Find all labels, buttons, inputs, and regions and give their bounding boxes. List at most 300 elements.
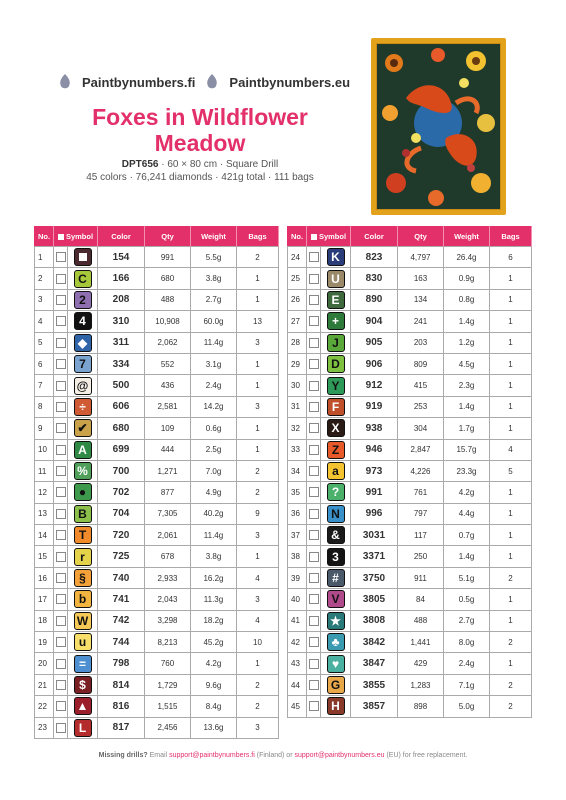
row-symbol-cell	[321, 653, 351, 674]
row-qty: 1,515	[145, 696, 191, 717]
header-qty: Qty	[145, 227, 191, 247]
page-title	[50, 104, 350, 156]
table-row	[35, 567, 279, 588]
row-checkbox[interactable]	[54, 268, 68, 289]
row-number: 42	[288, 632, 307, 653]
symbol-swatch: ●	[74, 483, 92, 501]
brand-fi: Paintbynumbers.fi	[82, 74, 196, 90]
table-row	[35, 396, 279, 417]
row-checkbox[interactable]	[54, 311, 68, 332]
row-qty: 250	[398, 546, 444, 567]
checkbox-icon[interactable]	[309, 381, 319, 391]
row-number: 20	[35, 653, 54, 674]
row-bags: 1	[237, 375, 279, 396]
symbol-swatch: E	[327, 291, 345, 309]
row-symbol-cell	[68, 268, 98, 289]
checkbox-icon[interactable]	[309, 637, 319, 647]
row-checkbox[interactable]	[54, 375, 68, 396]
row-color-code: 919	[351, 396, 398, 417]
row-symbol-cell	[321, 610, 351, 631]
checkbox-icon[interactable]	[309, 359, 319, 369]
table-row	[288, 632, 532, 653]
row-bags: 4	[237, 567, 279, 588]
row-color-code: 946	[351, 439, 398, 460]
row-checkbox[interactable]	[54, 332, 68, 353]
checkbox-icon[interactable]	[309, 680, 319, 690]
row-checkbox[interactable]	[54, 503, 68, 524]
checkbox-icon[interactable]	[309, 402, 319, 412]
row-color-code: 741	[98, 589, 145, 610]
symbol-swatch: b	[74, 590, 92, 608]
row-checkbox[interactable]	[307, 482, 321, 503]
row-checkbox[interactable]	[307, 674, 321, 695]
row-symbol-cell	[68, 653, 98, 674]
row-weight: 7.0g	[191, 460, 237, 481]
symbol-swatch: =	[74, 655, 92, 673]
row-number: 27	[288, 311, 307, 332]
table-row	[35, 439, 279, 460]
row-qty: 429	[398, 653, 444, 674]
checkbox-icon[interactable]	[56, 252, 66, 262]
row-color-code: 699	[98, 439, 145, 460]
checkbox-icon[interactable]	[309, 252, 319, 262]
table-row	[35, 589, 279, 610]
row-qty: 2,456	[145, 717, 191, 738]
header-symbol	[54, 227, 98, 247]
row-checkbox[interactable]	[307, 418, 321, 439]
symbol-swatch: +	[327, 312, 345, 330]
row-checkbox[interactable]	[307, 439, 321, 460]
row-qty: 84	[398, 589, 444, 610]
row-checkbox[interactable]	[54, 589, 68, 610]
footer-email-text: Email	[149, 752, 168, 759]
checkbox-icon[interactable]	[56, 573, 66, 583]
row-color-code: 814	[98, 674, 145, 695]
row-qty: 241	[398, 311, 444, 332]
checkbox-icon[interactable]	[309, 659, 319, 669]
checkbox-icon[interactable]	[56, 509, 66, 519]
symbol-swatch: X	[327, 419, 345, 437]
row-color-code: 740	[98, 567, 145, 588]
checkbox-icon[interactable]	[56, 680, 66, 690]
row-number: 44	[288, 674, 307, 695]
row-weight: 8.0g	[444, 632, 490, 653]
checkbox-icon[interactable]	[56, 359, 66, 369]
table-row	[288, 311, 532, 332]
table-row	[288, 353, 532, 374]
row-checkbox[interactable]	[54, 396, 68, 417]
square-symbol-icon	[79, 253, 87, 261]
row-weight: 18.2g	[191, 610, 237, 631]
row-checkbox[interactable]	[307, 268, 321, 289]
row-checkbox[interactable]	[307, 653, 321, 674]
row-checkbox[interactable]	[54, 567, 68, 588]
table-row	[35, 375, 279, 396]
row-checkbox[interactable]	[54, 674, 68, 695]
symbol-swatch: U	[327, 270, 345, 288]
row-checkbox[interactable]	[54, 610, 68, 631]
row-checkbox[interactable]	[54, 632, 68, 653]
row-bags: 1	[490, 268, 532, 289]
header-weight: Weight	[191, 227, 237, 247]
row-qty: 304	[398, 418, 444, 439]
table-row	[288, 396, 532, 417]
row-bags: 1	[490, 375, 532, 396]
symbol-swatch: H	[327, 697, 345, 715]
checkbox-icon[interactable]	[56, 466, 66, 476]
product-size: · 60 × 80 cm · Square Drill	[161, 159, 279, 170]
row-color-code: 208	[98, 289, 145, 310]
row-checkbox[interactable]	[307, 546, 321, 567]
checkbox-icon[interactable]	[56, 637, 66, 647]
row-checkbox[interactable]	[54, 439, 68, 460]
checkbox-icon[interactable]	[56, 274, 66, 284]
checkbox-icon[interactable]	[309, 701, 319, 711]
row-checkbox[interactable]	[54, 247, 68, 268]
row-color-code: 938	[351, 418, 398, 439]
row-checkbox[interactable]	[54, 418, 68, 439]
table-row	[35, 525, 279, 546]
row-color-code: 702	[98, 482, 145, 503]
row-bags: 2	[237, 460, 279, 481]
checkbox-icon[interactable]	[309, 316, 319, 326]
checkbox-icon[interactable]	[309, 594, 319, 604]
row-checkbox[interactable]	[307, 610, 321, 631]
row-checkbox[interactable]	[54, 482, 68, 503]
checkbox-icon[interactable]	[309, 616, 319, 626]
row-symbol-cell	[68, 396, 98, 417]
row-bags: 2	[237, 482, 279, 503]
row-color-code: 742	[98, 610, 145, 631]
row-bags: 2	[237, 674, 279, 695]
row-number: 23	[35, 717, 54, 738]
row-symbol-cell	[321, 567, 351, 588]
checkbox-icon[interactable]	[309, 423, 319, 433]
row-number: 16	[35, 567, 54, 588]
row-number: 6	[35, 353, 54, 374]
row-color-code: 725	[98, 546, 145, 567]
checkbox-icon[interactable]	[309, 530, 319, 540]
row-color-code: 890	[351, 289, 398, 310]
row-number: 3	[35, 289, 54, 310]
row-symbol-cell	[68, 311, 98, 332]
row-number: 33	[288, 439, 307, 460]
row-bags: 1	[237, 268, 279, 289]
row-color-code: 704	[98, 503, 145, 524]
row-weight: 0.8g	[444, 289, 490, 310]
row-checkbox[interactable]	[307, 696, 321, 717]
row-weight: 4.2g	[444, 482, 490, 503]
row-color-code: 906	[351, 353, 398, 374]
row-qty: 415	[398, 375, 444, 396]
support-email-eu-link[interactable]: support@paintbynumbers.eu	[294, 752, 385, 759]
row-number: 35	[288, 482, 307, 503]
symbol-swatch: A	[74, 441, 92, 459]
row-bags: 9	[237, 503, 279, 524]
row-symbol-cell	[68, 460, 98, 481]
checkbox-icon[interactable]	[56, 616, 66, 626]
checkbox-icon[interactable]	[309, 552, 319, 562]
row-symbol-cell	[68, 503, 98, 524]
symbol-swatch: ★	[327, 612, 345, 630]
checkbox-icon[interactable]	[309, 509, 319, 519]
row-bags: 1	[490, 482, 532, 503]
row-checkbox[interactable]	[307, 247, 321, 268]
row-bags: 3	[237, 396, 279, 417]
header-color: Color	[98, 227, 145, 247]
row-color-code: 166	[98, 268, 145, 289]
checkbox-icon[interactable]	[309, 487, 319, 497]
checkbox-icon[interactable]	[56, 723, 66, 733]
row-symbol-cell	[321, 353, 351, 374]
checkbox-icon[interactable]	[56, 530, 66, 540]
table-row	[288, 567, 532, 588]
table-header-row	[288, 227, 532, 247]
row-symbol-cell	[321, 268, 351, 289]
row-checkbox[interactable]	[307, 332, 321, 353]
row-qty: 809	[398, 353, 444, 374]
row-checkbox[interactable]	[54, 460, 68, 481]
row-symbol-cell	[321, 482, 351, 503]
row-qty: 552	[145, 353, 191, 374]
row-color-code: 3855	[351, 674, 398, 695]
row-symbol-cell	[321, 589, 351, 610]
row-symbol-cell	[321, 460, 351, 481]
checkbox-icon[interactable]	[56, 487, 66, 497]
symbol-swatch: ◆	[74, 334, 92, 352]
row-color-code: 3750	[351, 567, 398, 588]
row-symbol-cell	[68, 589, 98, 610]
row-checkbox[interactable]	[307, 460, 321, 481]
row-weight: 11.4g	[191, 332, 237, 353]
symbol-swatch: u	[74, 633, 92, 651]
symbol-swatch: #	[327, 569, 345, 587]
row-weight: 1.4g	[444, 396, 490, 417]
row-bags: 10	[237, 632, 279, 653]
header-qty: Qty	[398, 227, 444, 247]
row-weight: 23.3g	[444, 460, 490, 481]
row-symbol-cell	[68, 418, 98, 439]
checkbox-icon[interactable]	[56, 594, 66, 604]
table-row	[35, 696, 279, 717]
symbol-swatch: B	[74, 505, 92, 523]
table-row	[35, 332, 279, 353]
row-color-code: 700	[98, 460, 145, 481]
row-bags: 2	[237, 247, 279, 268]
header-bags: Bags	[490, 227, 532, 247]
row-qty: 2,062	[145, 332, 191, 353]
row-weight: 2.4g	[444, 653, 490, 674]
row-checkbox[interactable]	[307, 567, 321, 588]
header-checkbox-icon	[311, 234, 317, 240]
row-color-code: 334	[98, 353, 145, 374]
row-qty: 109	[145, 418, 191, 439]
symbol-swatch: T	[74, 526, 92, 544]
checkbox-icon[interactable]	[56, 338, 66, 348]
footer-lead: Missing drills?	[98, 752, 148, 759]
checkbox-icon[interactable]	[309, 338, 319, 348]
row-checkbox[interactable]	[54, 289, 68, 310]
row-weight: 11.4g	[191, 525, 237, 546]
row-weight: 4.4g	[444, 503, 490, 524]
product-meta	[50, 159, 350, 170]
row-bags: 1	[237, 353, 279, 374]
brand-logo-icon	[205, 74, 219, 90]
symbol-swatch: %	[74, 462, 92, 480]
row-qty: 488	[398, 610, 444, 631]
checkbox-icon[interactable]	[56, 381, 66, 391]
row-checkbox[interactable]	[307, 311, 321, 332]
row-color-code: 830	[351, 268, 398, 289]
row-checkbox[interactable]	[54, 653, 68, 674]
checkbox-icon[interactable]	[309, 466, 319, 476]
artwork-preview	[371, 38, 506, 215]
symbol-swatch: Y	[327, 377, 345, 395]
checkbox-icon[interactable]	[309, 295, 319, 305]
row-symbol-cell	[68, 439, 98, 460]
symbol-swatch: N	[327, 505, 345, 523]
row-qty: 678	[145, 546, 191, 567]
checkbox-icon[interactable]	[56, 316, 66, 326]
table-row	[35, 653, 279, 674]
row-weight: 4.2g	[191, 653, 237, 674]
row-checkbox[interactable]	[54, 546, 68, 567]
row-bags: 2	[490, 632, 532, 653]
checkbox-icon[interactable]	[56, 701, 66, 711]
checkbox-icon[interactable]	[56, 552, 66, 562]
row-weight: 4.9g	[191, 482, 237, 503]
row-weight: 60.0g	[191, 311, 237, 332]
symbol-swatch: V	[327, 590, 345, 608]
checkbox-icon[interactable]	[56, 423, 66, 433]
row-checkbox[interactable]	[54, 525, 68, 546]
row-checkbox[interactable]	[307, 525, 321, 546]
table-row	[35, 503, 279, 524]
row-weight: 26.4g	[444, 247, 490, 268]
row-symbol-cell	[68, 567, 98, 588]
row-qty: 991	[145, 247, 191, 268]
row-color-code: 154	[98, 247, 145, 268]
legend-table-right	[287, 226, 532, 718]
row-weight: 2.4g	[191, 375, 237, 396]
row-bags: 1	[237, 439, 279, 460]
row-checkbox[interactable]	[54, 717, 68, 738]
row-checkbox[interactable]	[307, 353, 321, 374]
row-symbol-cell	[321, 247, 351, 268]
symbol-swatch: 2	[74, 291, 92, 309]
row-bags: 1	[490, 289, 532, 310]
symbol-swatch: Z	[327, 441, 345, 459]
row-symbol-cell	[321, 418, 351, 439]
row-symbol-cell	[321, 311, 351, 332]
row-qty: 117	[398, 525, 444, 546]
row-qty: 911	[398, 567, 444, 588]
support-email-fi-link[interactable]: support@paintbynumbers.fi	[169, 752, 255, 759]
row-bags: 1	[237, 546, 279, 567]
table-row	[288, 653, 532, 674]
row-checkbox[interactable]	[307, 375, 321, 396]
checkbox-icon[interactable]	[309, 445, 319, 455]
row-bags: 3	[237, 525, 279, 546]
row-number: 31	[288, 396, 307, 417]
row-checkbox[interactable]	[307, 589, 321, 610]
row-number: 24	[288, 247, 307, 268]
row-bags: 4	[237, 610, 279, 631]
checkbox-icon[interactable]	[56, 402, 66, 412]
row-qty: 203	[398, 332, 444, 353]
row-qty: 4,226	[398, 460, 444, 481]
row-weight: 1.4g	[444, 311, 490, 332]
row-checkbox[interactable]	[307, 289, 321, 310]
row-bags: 1	[490, 610, 532, 631]
row-number: 34	[288, 460, 307, 481]
row-color-code: 3847	[351, 653, 398, 674]
symbol-swatch: ÷	[74, 398, 92, 416]
row-color-code: 912	[351, 375, 398, 396]
legend-table-left	[34, 226, 279, 739]
row-qty: 3,298	[145, 610, 191, 631]
row-bags: 2	[490, 567, 532, 588]
row-weight: 4.5g	[444, 353, 490, 374]
row-symbol-cell	[68, 674, 98, 695]
row-bags: 1	[490, 332, 532, 353]
row-checkbox[interactable]	[307, 396, 321, 417]
row-checkbox[interactable]	[307, 503, 321, 524]
checkbox-icon[interactable]	[309, 573, 319, 583]
row-number: 21	[35, 674, 54, 695]
row-qty: 680	[145, 268, 191, 289]
row-bags: 3	[237, 332, 279, 353]
row-color-code: 3031	[351, 525, 398, 546]
table-row	[288, 375, 532, 396]
row-number: 45	[288, 696, 307, 717]
row-color-code: 973	[351, 460, 398, 481]
row-color-code: 798	[98, 653, 145, 674]
footer-note	[0, 752, 566, 759]
row-checkbox[interactable]	[54, 353, 68, 374]
symbol-swatch: G	[327, 676, 345, 694]
table-row	[288, 247, 532, 268]
checkbox-icon[interactable]	[56, 659, 66, 669]
row-color-code: 3808	[351, 610, 398, 631]
symbol-swatch: J	[327, 334, 345, 352]
brand-logo-icon	[58, 74, 72, 90]
checkbox-icon[interactable]	[56, 295, 66, 305]
row-checkbox[interactable]	[54, 696, 68, 717]
row-color-code: 904	[351, 311, 398, 332]
row-number: 28	[288, 332, 307, 353]
row-number: 7	[35, 375, 54, 396]
row-bags: 1	[490, 396, 532, 417]
row-symbol-cell	[68, 332, 98, 353]
row-bags: 2	[490, 674, 532, 695]
checkbox-icon[interactable]	[56, 445, 66, 455]
row-weight: 0.9g	[444, 268, 490, 289]
row-number: 9	[35, 418, 54, 439]
table-row	[35, 353, 279, 374]
symbol-swatch: @	[74, 377, 92, 395]
row-checkbox[interactable]	[307, 632, 321, 653]
row-bags: 1	[237, 418, 279, 439]
row-number: 43	[288, 653, 307, 674]
row-symbol-cell	[321, 375, 351, 396]
row-bags: 1	[237, 289, 279, 310]
checkbox-icon[interactable]	[309, 274, 319, 284]
row-number: 36	[288, 503, 307, 524]
row-symbol-cell	[321, 289, 351, 310]
row-symbol-cell	[68, 247, 98, 268]
row-symbol-cell	[68, 546, 98, 567]
